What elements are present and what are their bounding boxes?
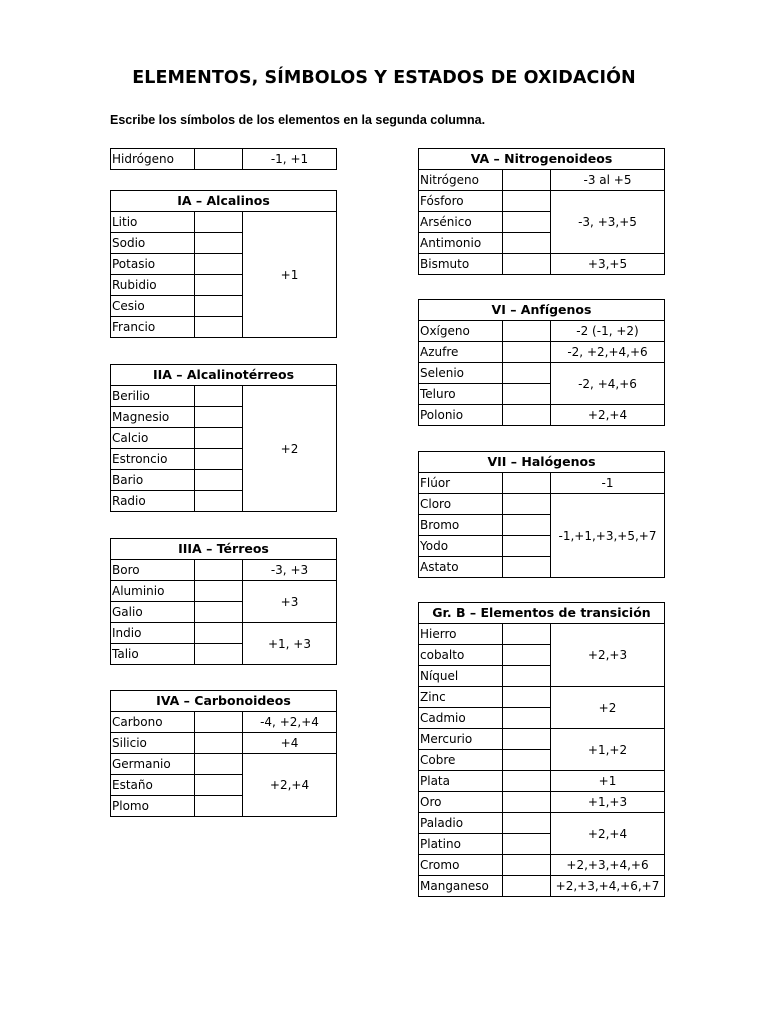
element-name: Bismuto xyxy=(419,254,503,275)
table-row xyxy=(419,729,665,750)
element-name: Oro xyxy=(419,792,503,813)
symbol-cell[interactable] xyxy=(195,296,243,317)
table-row xyxy=(111,149,337,170)
element-name: Yodo xyxy=(419,536,503,557)
symbol-cell[interactable] xyxy=(503,233,551,254)
symbol-cell[interactable] xyxy=(195,212,243,233)
table-row xyxy=(419,321,665,342)
element-name: Magnesio xyxy=(111,407,195,428)
element-name: Hierro xyxy=(419,624,503,645)
oxidation-state: +2 xyxy=(243,386,337,512)
element-name: Radio xyxy=(111,491,195,512)
symbol-cell[interactable] xyxy=(195,449,243,470)
group-iva-table xyxy=(110,690,337,817)
group-b-table xyxy=(418,602,665,897)
element-name: Flúor xyxy=(419,473,503,494)
oxidation-state: +2,+3,+4,+6 xyxy=(551,855,665,876)
element-name: Bario xyxy=(111,470,195,491)
table-row xyxy=(419,813,665,834)
element-name: Oxígeno xyxy=(419,321,503,342)
table-row xyxy=(419,494,665,515)
symbol-cell[interactable] xyxy=(195,386,243,407)
element-name: Aluminio xyxy=(111,581,195,602)
element-name: Carbono xyxy=(111,712,195,733)
symbol-cell[interactable] xyxy=(195,149,243,170)
group-header: VI – Anfígenos xyxy=(419,300,665,321)
element-name: Paladio xyxy=(419,813,503,834)
symbol-cell[interactable] xyxy=(503,363,551,384)
element-name: Germanio xyxy=(111,754,195,775)
symbol-cell[interactable] xyxy=(195,560,243,581)
symbol-cell[interactable] xyxy=(503,876,551,897)
symbol-cell[interactable] xyxy=(503,666,551,687)
symbol-cell[interactable] xyxy=(195,407,243,428)
element-name: Plata xyxy=(419,771,503,792)
symbol-cell[interactable] xyxy=(503,321,551,342)
table-row xyxy=(419,191,665,212)
table-row xyxy=(111,581,337,602)
oxidation-state: -3, +3 xyxy=(243,560,337,581)
oxidation-state: +4 xyxy=(243,733,337,754)
oxidation-state: -2 (-1, +2) xyxy=(551,321,665,342)
oxidation-state: +2,+4 xyxy=(551,405,665,426)
symbol-cell[interactable] xyxy=(503,170,551,191)
symbol-cell[interactable] xyxy=(503,771,551,792)
table-row xyxy=(419,876,665,897)
symbol-cell[interactable] xyxy=(503,645,551,666)
element-name: Antimonio xyxy=(419,233,503,254)
oxidation-state: +1 xyxy=(551,771,665,792)
group-header: IIIA – Térreos xyxy=(111,539,337,560)
element-name: Níquel xyxy=(419,666,503,687)
group-header: IIA – Alcalinotérreos xyxy=(111,365,337,386)
element-name: Rubidio xyxy=(111,275,195,296)
symbol-cell[interactable] xyxy=(503,855,551,876)
symbol-cell[interactable] xyxy=(503,384,551,405)
oxidation-state: -1 xyxy=(551,473,665,494)
symbol-cell[interactable] xyxy=(503,515,551,536)
element-name: Polonio xyxy=(419,405,503,426)
table-row xyxy=(111,712,337,733)
instruction-text: Escribe los símbolos de los elementos en la segunda columna. xyxy=(110,113,486,127)
table-row xyxy=(419,254,665,275)
element-name: Estroncio xyxy=(111,449,195,470)
symbol-cell[interactable] xyxy=(503,494,551,515)
table-row xyxy=(419,342,665,363)
oxidation-state: +2,+4 xyxy=(243,754,337,817)
symbol-cell[interactable] xyxy=(195,275,243,296)
oxidation-state: +1, +3 xyxy=(243,623,337,665)
symbol-cell[interactable] xyxy=(503,536,551,557)
table-row xyxy=(111,754,337,775)
oxidation-state: +3 xyxy=(243,581,337,623)
oxidation-state: +2,+3 xyxy=(551,624,665,687)
page-title: ELEMENTOS, SÍMBOLOS Y ESTADOS DE OXIDACIÓN xyxy=(132,68,636,88)
symbol-cell[interactable] xyxy=(503,191,551,212)
element-name: Boro xyxy=(111,560,195,581)
symbol-cell[interactable] xyxy=(503,750,551,771)
group-iiia-table xyxy=(110,538,337,665)
element-name: Bromo xyxy=(419,515,503,536)
symbol-cell[interactable] xyxy=(195,775,243,796)
symbol-cell[interactable] xyxy=(503,254,551,275)
table-row xyxy=(111,623,337,644)
group-vii-table xyxy=(418,451,665,578)
table-row xyxy=(419,687,665,708)
table-row xyxy=(419,792,665,813)
table-row xyxy=(419,771,665,792)
element-name: Manganeso xyxy=(419,876,503,897)
table-row xyxy=(419,405,665,426)
table-row xyxy=(111,560,337,581)
element-name: cobalto xyxy=(419,645,503,666)
symbol-cell[interactable] xyxy=(503,473,551,494)
symbol-cell[interactable] xyxy=(195,317,243,338)
symbol-cell[interactable] xyxy=(195,623,243,644)
element-name: Calcio xyxy=(111,428,195,449)
element-name: Plomo xyxy=(111,796,195,817)
symbol-cell[interactable] xyxy=(195,491,243,512)
oxidation-state: +1,+2 xyxy=(551,729,665,771)
element-name: Teluro xyxy=(419,384,503,405)
element-name: Selenio xyxy=(419,363,503,384)
oxidation-state: -2, +2,+4,+6 xyxy=(551,342,665,363)
table-row xyxy=(419,855,665,876)
table-row xyxy=(419,624,665,645)
element-name: Fósforo xyxy=(419,191,503,212)
oxidation-state: +2 xyxy=(551,687,665,729)
oxidation-state: +2,+3,+4,+6,+7 xyxy=(551,876,665,897)
element-name: Astato xyxy=(419,557,503,578)
symbol-cell[interactable] xyxy=(503,557,551,578)
element-name: Cobre xyxy=(419,750,503,771)
symbol-cell[interactable] xyxy=(195,733,243,754)
oxidation-state: -2, +4,+6 xyxy=(551,363,665,405)
group-iia-table xyxy=(110,364,337,512)
table-row xyxy=(111,212,337,233)
symbol-cell[interactable] xyxy=(503,729,551,750)
element-name: Cloro xyxy=(419,494,503,515)
group-header: Gr. B – Elementos de transición xyxy=(419,603,665,624)
element-name: Estaño xyxy=(111,775,195,796)
oxidation-state: +1 xyxy=(243,212,337,338)
element-name: Zinc xyxy=(419,687,503,708)
element-name: Galio xyxy=(111,602,195,623)
table-row xyxy=(111,733,337,754)
symbol-cell[interactable] xyxy=(503,813,551,834)
table-row xyxy=(419,363,665,384)
oxidation-state: -1,+1,+3,+5,+7 xyxy=(551,494,665,578)
oxidation-state: -3, +3,+5 xyxy=(551,191,665,254)
group-va-table xyxy=(418,148,665,275)
symbol-cell[interactable] xyxy=(503,624,551,645)
symbol-cell[interactable] xyxy=(195,581,243,602)
oxidation-state: -1, +1 xyxy=(243,149,337,170)
group-header: IVA – Carbonoideos xyxy=(111,691,337,712)
element-name: Platino xyxy=(419,834,503,855)
element-name: Berilio xyxy=(111,386,195,407)
table-row xyxy=(111,386,337,407)
symbol-cell[interactable] xyxy=(195,428,243,449)
symbol-cell[interactable] xyxy=(195,470,243,491)
symbol-cell[interactable] xyxy=(195,644,243,665)
symbol-cell[interactable] xyxy=(503,405,551,426)
element-name: Talio xyxy=(111,644,195,665)
oxidation-state: -3 al +5 xyxy=(551,170,665,191)
element-name: Arsénico xyxy=(419,212,503,233)
symbol-cell[interactable] xyxy=(503,342,551,363)
symbol-cell[interactable] xyxy=(195,712,243,733)
element-name: Azufre xyxy=(419,342,503,363)
element-name: Cesio xyxy=(111,296,195,317)
symbol-cell[interactable] xyxy=(195,754,243,775)
symbol-cell[interactable] xyxy=(195,796,243,817)
element-name: Potasio xyxy=(111,254,195,275)
group-header: VII – Halógenos xyxy=(419,452,665,473)
element-name: Hidrógeno xyxy=(111,149,195,170)
element-name: Nitrógeno xyxy=(419,170,503,191)
group-header: VA – Nitrogenoideos xyxy=(419,149,665,170)
element-name: Litio xyxy=(111,212,195,233)
symbol-cell[interactable] xyxy=(503,212,551,233)
element-name: Cromo xyxy=(419,855,503,876)
symbol-cell[interactable] xyxy=(195,602,243,623)
oxidation-state: +2,+4 xyxy=(551,813,665,855)
symbol-cell[interactable] xyxy=(503,687,551,708)
element-name: Cadmio xyxy=(419,708,503,729)
oxidation-state: +1,+3 xyxy=(551,792,665,813)
table-row xyxy=(419,170,665,191)
symbol-cell[interactable] xyxy=(503,792,551,813)
group-vi-table xyxy=(418,299,665,426)
symbol-cell[interactable] xyxy=(503,708,551,729)
element-name: Indio xyxy=(111,623,195,644)
element-name: Sodio xyxy=(111,233,195,254)
table-row xyxy=(419,473,665,494)
group-header: IA – Alcalinos xyxy=(111,191,337,212)
element-name: Francio xyxy=(111,317,195,338)
oxidation-state: -4, +2,+4 xyxy=(243,712,337,733)
symbol-cell[interactable] xyxy=(195,254,243,275)
element-name: Silicio xyxy=(111,733,195,754)
symbol-cell[interactable] xyxy=(195,233,243,254)
hydrogen-table xyxy=(110,148,337,170)
symbol-cell[interactable] xyxy=(503,834,551,855)
oxidation-state: +3,+5 xyxy=(551,254,665,275)
group-ia-table xyxy=(110,190,337,338)
element-name: Mercurio xyxy=(419,729,503,750)
